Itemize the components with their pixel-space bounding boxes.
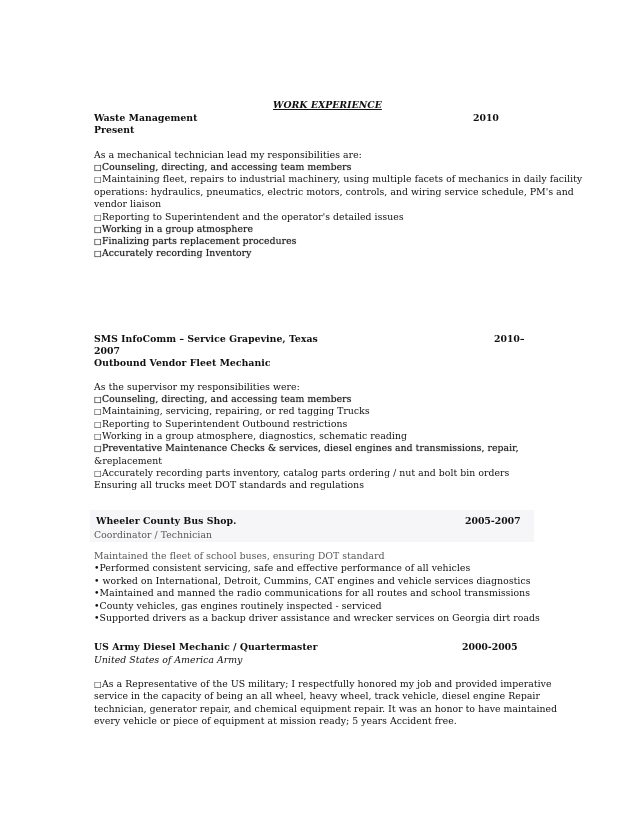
bullet-box-icon: □ — [94, 225, 102, 234]
job1-bullet: □Finalizing parts replacement procedures — [94, 236, 297, 247]
job1-employer: Waste Management — [94, 113, 198, 124]
bullet-box-icon: □ — [94, 469, 102, 478]
job3-intro: Maintained the fleet of school buses, ensuring DOT standard — [94, 551, 385, 562]
bullet-box-icon: □ — [94, 175, 102, 184]
job2-line: Ensuring all trucks meet DOT standards and regulations — [94, 480, 365, 491]
job2-dates-start: 2010– — [494, 334, 525, 345]
job4-dates: 2000-2005 — [462, 642, 518, 653]
job1-bullet: □Reporting to Superintendent and the operator's detailed issues — [94, 212, 404, 223]
bullet-box-icon: □ — [94, 249, 102, 258]
job3-bullet: •Maintained and manned the radio communications for all routes and school transmissions — [94, 588, 531, 599]
job1-dates-start: 2010 — [473, 113, 499, 124]
job3-title: Coordinator / Technician — [94, 530, 213, 541]
job4-employer: US Army Diesel Mechanic / Quartermaster — [94, 642, 318, 653]
bullet-box-icon: □ — [94, 444, 102, 453]
bullet-box-icon: □ — [94, 213, 102, 222]
job2-bullet-cont: &replacement — [94, 456, 163, 467]
section-heading: WORK EXPERIENCE — [273, 100, 382, 111]
bullet-box-icon: □ — [94, 163, 102, 172]
bullet-box-icon: □ — [94, 237, 102, 246]
job1-bullet-cont: vendor liaison — [94, 199, 162, 210]
job1-bullet: □Counseling, directing, and accessing team members — [94, 162, 352, 173]
job2-bullet: □Working in a group atmosphere, diagnostics, schematic reading — [94, 431, 407, 442]
job2-bullet: □Maintaining, servicing, repairing, or red tagging Trucks — [94, 406, 370, 417]
bullet-box-icon: □ — [94, 680, 102, 689]
bullet-box-icon: □ — [94, 407, 102, 416]
job3-dates: 2005-2007 — [465, 516, 521, 527]
job3-employer: Wheeler County Bus Shop. — [96, 516, 237, 527]
job2-bullet: □Reporting to Superintendent Outbound restrictions — [94, 419, 348, 430]
job4-paragraph-line: □As a Representative of the US military; I respectfully honored my job and provided imperative — [94, 679, 552, 690]
job2-bullet: □Preventative Maintenance Checks & services, diesel engines and transmissions, repair, — [94, 443, 519, 454]
job4-paragraph-line: service in the capacity of being an all wheel, heavy wheel, track vehicle, diesel engine Repair — [94, 691, 540, 702]
bullet-box-icon: □ — [94, 420, 102, 429]
bullet-box-icon: □ — [94, 395, 102, 404]
job1-bullet: □Maintaining fleet, repairs to industrial machinery, using multiple facets of mechanics in daily facility — [94, 174, 583, 185]
job1-bullet: □Working in a group atmosphere — [94, 224, 254, 235]
job1-dates-end: Present — [94, 125, 135, 136]
job1-bullet: □Accurately recording Inventory — [94, 248, 252, 259]
job2-bullet: □Accurately recording parts inventory, catalog parts ordering / nut and bolt bin orders — [94, 468, 510, 479]
job3-bullet: •Performed consistent servicing, safe and effective performance of all vehicles — [94, 563, 471, 574]
job2-intro: As the supervisor my responsibilities were: — [94, 382, 300, 393]
bullet-box-icon: □ — [94, 432, 102, 441]
job3-bullet: • worked on International, Detroit, Cummins, CAT engines and vehicle services diagnostics — [94, 576, 531, 587]
job4-paragraph-line: every vehicle or piece of equipment at mission ready; 5 years Accident free. — [94, 716, 457, 727]
job4-title: United States of America Army — [94, 655, 243, 666]
job3-bullet: •Supported drivers as a backup driver assistance and wrecker services on Georgia dirt roads — [94, 613, 540, 624]
job2-employer: SMS InfoComm – Service Grapevine, Texas — [94, 334, 318, 345]
job1-intro: As a mechanical technician lead my responsibilities are: — [94, 150, 362, 161]
job2-bullet: □Counseling, directing, and accessing team members — [94, 394, 352, 405]
job3-bullet: •County vehicles, gas engines routinely inspected - serviced — [94, 601, 382, 612]
job1-bullet-cont: operations: hydraulics, pneumatics, electric motors, controls, and wiring service schedule, PM's and — [94, 187, 574, 198]
job2-dates-end: 2007 — [94, 346, 121, 357]
job2-title: Outbound Vendor Fleet Mechanic — [94, 358, 271, 369]
job4-paragraph-line: technician, generator repair, and chemical equipment repair. It was an honor to have maintained — [94, 704, 558, 715]
